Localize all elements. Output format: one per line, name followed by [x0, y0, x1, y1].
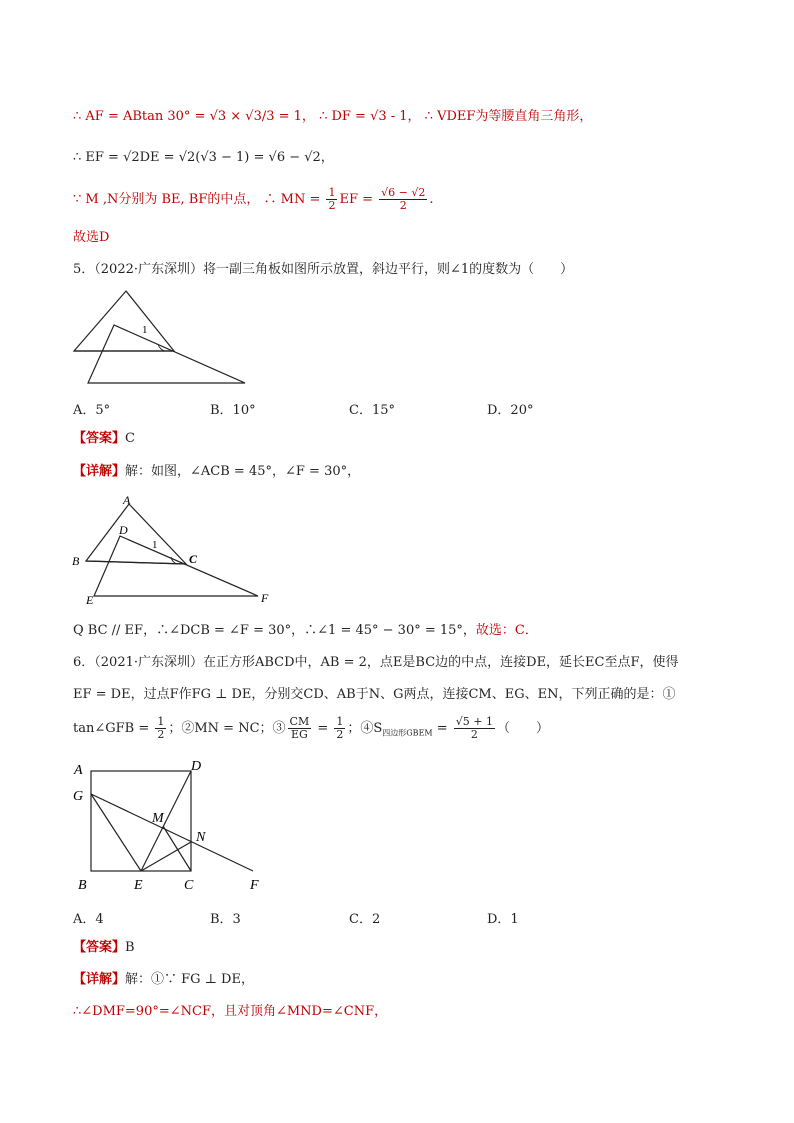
q6-stem-text: （ ）	[497, 721, 550, 736]
point-e-label: E	[134, 878, 143, 893]
point-d-label: D	[119, 523, 128, 537]
solution-line-1: ∴ AF = ABtan 30° = √3 × √3/3 = 1， ∴ DF = √3 - 1， ∴ VDEF为等腰直角三角形，	[73, 109, 593, 124]
q6-option-a: A．4	[73, 912, 104, 927]
fraction	[454, 716, 495, 741]
q5-figure-triangles	[70, 289, 255, 389]
q6-stem-text: ；④S	[347, 721, 383, 736]
detail-label: 【详解】	[73, 464, 126, 479]
q5-option-a: A．5°	[73, 403, 111, 418]
q6-stem-text: =	[432, 721, 452, 736]
q5-detail	[73, 464, 360, 480]
point-a-label: A	[123, 493, 131, 507]
q5-answer	[73, 431, 135, 447]
point-b-label: B	[78, 878, 87, 893]
q6-option-d: D．1	[487, 912, 519, 927]
fraction	[334, 716, 345, 741]
point-e-label: E	[86, 593, 94, 607]
solution-line-4: 故选D	[73, 230, 110, 245]
fraction-numerator: 1	[157, 715, 165, 728]
q6-option-b: B．3	[210, 912, 241, 927]
solution-line-3-text-a: ∵ M ,N分别为 BE, BF的中点， ∴ MN =	[73, 192, 325, 207]
q6-last-line: ∴∠DMF=90°=∠NCF，且对顶角∠MND=∠CNF，	[73, 1004, 388, 1019]
q5-option-b: B．10°	[210, 403, 256, 418]
q5-conclusion-text: Q BC // EF，∴∠DCB = ∠F = 30°，∴∠1 = 45° − 30° = 15°，	[73, 623, 476, 638]
point-d-label: D	[191, 759, 202, 774]
q5-conclusion-choice: 故选：C．	[475, 623, 538, 638]
solution-line-3-text-b: EF =	[339, 192, 378, 207]
q6-stem-text: ；②MN = NC；③	[168, 721, 286, 736]
q6-option-c: C．2	[349, 912, 381, 927]
fraction-denominator: 2	[470, 728, 478, 741]
fraction	[155, 716, 166, 741]
fraction-denominator: 2	[157, 728, 165, 741]
q6-answer	[73, 940, 135, 956]
point-n-label: N	[196, 830, 206, 845]
q6-stem-line-1: 6．（2021·广东深圳）在正方形ABCD中，AB = 2，点E是BC边的中点，连接DE，延长EC至点F，使得	[73, 655, 679, 670]
q5-conclusion	[73, 623, 538, 639]
q6-stem-text: =	[313, 721, 333, 736]
point-b-label: B	[72, 554, 80, 568]
q6-figure-square	[70, 756, 270, 896]
detail-label: 【详解】	[73, 972, 126, 987]
detail-text: 解：如图，∠ACB = 45°，∠F = 30°，	[125, 464, 361, 479]
answer-value: B	[125, 940, 135, 955]
q6-stem-line-2: EF = DE，过点F作FG ⊥ DE，分别交CD、AB于N、G两点，连接CM、EG、EN，下列正确的是：①	[73, 687, 676, 702]
answer-value: C	[125, 431, 135, 446]
fraction-denominator: 2	[328, 199, 336, 212]
point-m-label: M	[152, 811, 164, 826]
q6-detail	[73, 972, 254, 988]
fraction	[288, 716, 312, 741]
fraction-numerator: √5 + 1	[455, 715, 493, 728]
solution-line-2: ∴ EF = √2DE = √2(√3 − 1) = √6 − √2，	[73, 150, 334, 165]
fraction-numerator: 1	[328, 186, 336, 199]
fraction-numerator: √6 − √2	[381, 186, 426, 199]
fraction-half	[326, 187, 337, 212]
q6-stem-text: tan∠GFB =	[73, 721, 154, 736]
answer-label: 【答案】	[73, 431, 126, 446]
fraction-result	[379, 187, 427, 212]
q5-option-c: C．15°	[349, 403, 395, 418]
fraction-numerator: CM	[289, 715, 310, 728]
point-a-label: A	[74, 763, 83, 778]
area-subscript: 四边形GBEM	[382, 728, 433, 738]
fraction-denominator: 2	[399, 199, 407, 212]
point-f-label: F	[261, 591, 269, 605]
q5-option-d: D．20°	[487, 403, 534, 418]
angle-1-label: 1	[142, 324, 148, 336]
fraction-denominator: 2	[336, 728, 344, 741]
point-g-label: G	[73, 789, 84, 804]
point-c-label: C	[184, 878, 194, 893]
point-c-label: C	[189, 552, 198, 566]
detail-text: 解：①∵ FG ⊥ DE，	[125, 972, 254, 987]
q5-stem: 5．（2022·广东深圳）将一副三角板如图所示放置，斜边平行，则∠1的度数为（ ）	[73, 262, 574, 277]
fraction-numerator: 1	[336, 715, 344, 728]
q6-stem-line-3	[73, 715, 549, 748]
answer-label: 【答案】	[73, 940, 126, 955]
point-f-label: F	[250, 878, 259, 893]
fraction-denominator: EG	[290, 728, 308, 741]
solution-line-3: ∵ M ,N分别为 BE, BF的中点， ∴ MN = $\frac{1}{2}$ EF = $\frac{√6 - √2}{2}$ .	[73, 186, 434, 212]
angle-1-label: 1	[152, 539, 158, 551]
q5-figure-labeled	[68, 492, 278, 607]
